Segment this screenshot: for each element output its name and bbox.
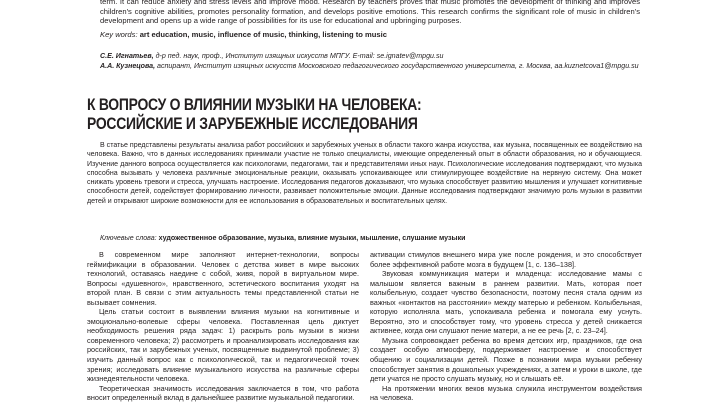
russian-abstract	[87, 141, 642, 206]
body-paragraph: Звуковая коммуникация матери и младенца: исследование мамы с малышом является важным в раннем развитии. Мать, которая поет колыбельную, создает чувство безопасности, поэтому песня стала одним из важных «контактов на расстоянии» между матерью и ребенком. Колыбельная, которую исполняла мать, успокаивала ребенка и помогала ему уснуть. Вероятно, это и способствует тому, что уровень стресса у детей снижается активнее, когда они слушают пение матери, а не ее речь [2, с. 23–24].	[370, 269, 642, 336]
article-title	[87, 96, 569, 134]
body-paragraph: Цель статьи состоит в выявлении влияния музыки на когнитивные и эмоционально-волевые сферы человека. Поставленная цель диктует необходимость решения ряда задач: 1) раскрыть роль музыки в жизни современного человека; 2) рассмотреть и проанализировать исследования как российских, так и зарубежных ученых, посвященные выдвинутой проблеме; 3) изучить данный вопрос как с психологической, так и педагогической точек зрения; исследовать влияние музыкального искусства на различные сферы жизнедеятельности человека.	[87, 307, 359, 384]
article-title-line: РОССИЙСКИЕ И ЗАРУБЕЖНЫЕ ИССЛЕДОВАНИЯ	[87, 115, 418, 133]
english-abstract	[100, 0, 640, 26]
body-paragraph: Музыка сопровождает ребенка во время детских игр, праздников, где она создает особую атмосферу, поддерживает настроение и способствует общению и социализации детей. Позже в познании мира музыки ребенку способствует занятия в дошкольных учреждениях, а затем и уроки в школе, где дети учатся не просто слушать музыку, но и слышать её.	[370, 335, 642, 384]
body-column-right	[370, 250, 642, 403]
english-keywords	[100, 30, 640, 39]
english-keywords-value: art education, music, influence of music, thinking, listening to music	[139, 30, 387, 39]
russian-keywords-label: Ключевые слова:	[100, 234, 157, 242]
russian-keywords	[100, 234, 640, 243]
russian-abstract-text: В статье представлены результаты анализа работ российских и зарубежных ученых в области такого жанра искусства, как музыка, посвященных ее воздействию на человека. Важно, что в данных исследованиях принимали участие не только специалисты, имеющие определенный опыт в области образования, но и обучающиеся. Изучение данного вопроса осуществляется как психологами, педагогами, так и представителями иных наук. Психологические исследования подтверждают, что музыка способна вызывать у человека различные эмоциональные реакции, оказывать успокаивающее или стимулирующее воздействие на нервную систему. Она может снижать уровень тревоги и стресса, улучшать настроение. Исследования педагогов доказывают, что музыка способствует развитию мышления и улучшает когнитивные способности детей, содействует формированию личности, развивает положительные эмоции. Данные исследования подтверждают значимую роль музыки в развитии детей и открывают широкие возможности для ее использования в образовательных и воспитательных целях.	[87, 142, 642, 205]
body-column-left	[87, 250, 359, 403]
authors-block	[100, 52, 640, 72]
article-title-line: К ВОПРОСУ О ВЛИЯНИИ МУЗЫКИ НА ЧЕЛОВЕКА:	[87, 96, 422, 114]
body-paragraph: На протяжении многих веков музыка служила инструментом воздействия на человека.	[370, 383, 642, 403]
russian-keywords-value: художественное образование, музыка, влияние музыки, мышление, слушание музыки	[158, 234, 466, 242]
body-paragraph: Теоретическая значимость исследования заключается в том, что работа вносит определенный вклад в дальнейшее развитие музыкальной педагогики.	[87, 383, 359, 403]
author-name: А.А. Кузнецова,	[100, 61, 156, 70]
english-keywords-label: Key words:	[100, 30, 138, 39]
author-details: аспирант, Институт изящных искусств Московского педагогического государственного университета, г. Москва, aa.kuznetcova1@mpgu.su	[155, 61, 639, 70]
author-name: С.Е. Игнатьев,	[100, 52, 154, 60]
body-paragraph: активации стимулов внешнего мира уже после рождения, и это способствует более эффективной работе мозга в будущем [1, с. 136–138].	[370, 250, 642, 269]
author-details: д-р пед. наук, проф., Институт изящных искусств МПГУ. E-mail: se.ignatev@mpgu.su	[153, 52, 444, 60]
author-entry	[100, 52, 640, 62]
body-paragraph: В современном мире заполняют интернет-технологии, вопросы геймификации в образовании. Человек с детства живет в мире высоких технологий, оставаясь наедине с собой, живя, порой в виртуальном мире. Вопросы «душевного», нравственного, эстетического воспитания уходят на второй план. В связи с этим актуальность темы представленной статьи не вызывает сомнения.	[87, 250, 359, 307]
english-abstract-text: term. It can reduce anxiety and stress levels and improve mood. Research by teachers proves that music promotes the development of thinking and improves children's cognitive abilities, promotes personality formation, and develops positive emotions. This research confirms the significant role of music in children's development and opens up a wide range of possibilities for its use for educational and upbringing purposes.	[100, 0, 640, 26]
author-entry	[100, 62, 640, 72]
